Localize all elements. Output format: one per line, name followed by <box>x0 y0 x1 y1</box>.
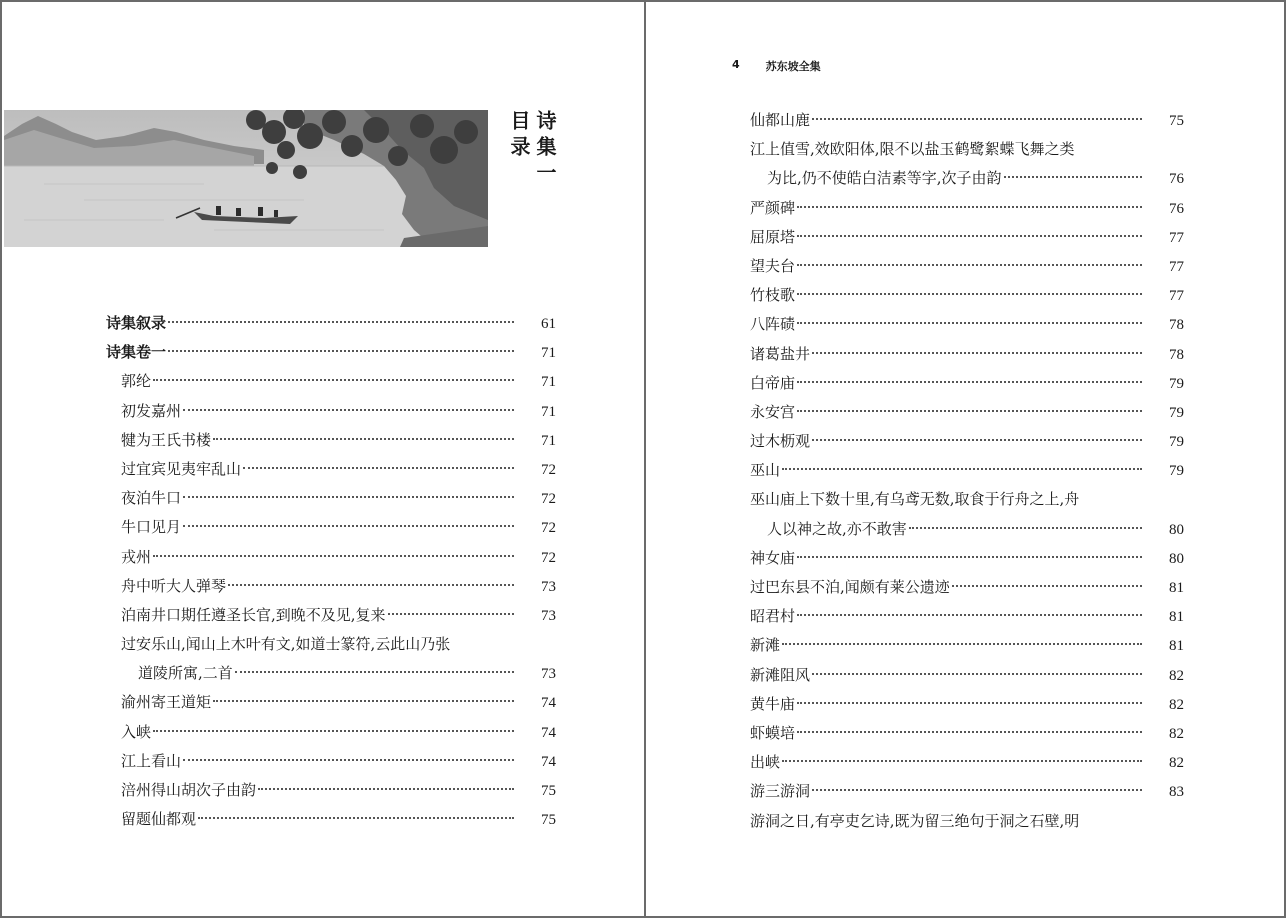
toc-entry-title: 诗集卷一 <box>106 343 167 362</box>
toc-entry-title: 黄牛庙 <box>750 694 796 713</box>
toc-dot-leader <box>198 817 514 819</box>
toc-dot-leader <box>388 613 514 615</box>
toc-entry[interactable] <box>750 573 1184 602</box>
toc-dot-leader <box>797 614 1142 616</box>
toc-entry-page: 73 <box>541 666 556 683</box>
toc-entry[interactable] <box>750 719 1184 748</box>
toc-dot-leader <box>812 439 1142 441</box>
toc-dot-leader <box>797 556 1142 558</box>
toc-entry-page: 82 <box>1169 755 1184 772</box>
toc-dot-leader <box>782 468 1142 470</box>
toc-entry-page: 74 <box>541 695 556 712</box>
toc-entry-page: 77 <box>1169 258 1184 275</box>
toc-entry-title: 江上值雪,效欧阳体,限不以盐玉鹤鹭絮蝶飞舞之类 <box>750 140 1075 159</box>
toc-dot-leader <box>797 731 1142 733</box>
toc-entry-title: 诗集叙录 <box>106 314 167 332</box>
toc-entry-page: 79 <box>1169 463 1184 480</box>
toc-entry-title: 竹枝歌 <box>750 286 796 305</box>
toc-entry-page: 81 <box>1169 580 1184 596</box>
toc-entry[interactable] <box>750 777 1184 806</box>
toc-dot-leader <box>797 702 1142 704</box>
toc-entry[interactable] <box>106 455 556 484</box>
page-number: 4 <box>732 58 740 71</box>
toc-entry-title: 巫山 <box>750 461 781 480</box>
toc-entry-title: 涪州得山胡次子由韵 <box>121 781 257 799</box>
landscape-painting-illustration <box>4 110 488 247</box>
toc-entry-page: 79 <box>1169 404 1184 421</box>
toc-entry[interactable] <box>750 661 1184 690</box>
toc-dot-leader <box>168 350 514 352</box>
toc-entry-page: 73 <box>541 578 556 595</box>
toc-entry[interactable] <box>750 281 1184 310</box>
toc-entry[interactable] <box>106 309 556 338</box>
toc-entry-title: 出峡 <box>750 753 781 772</box>
toc-entry-title: 白帝庙 <box>750 373 796 392</box>
toc-entry[interactable] <box>106 397 556 426</box>
toc-entry-page: 61 <box>541 316 556 332</box>
toc-dot-leader <box>812 118 1142 120</box>
toc-dot-leader <box>797 206 1142 208</box>
toc-dot-leader <box>183 409 514 411</box>
toc-entry-title: 严颜碑 <box>750 198 796 217</box>
toc-dot-leader <box>952 585 1142 587</box>
toc-entry-page: 71 <box>541 432 556 449</box>
toc-entry-title: 虾蟆培 <box>750 723 796 742</box>
toc-dot-leader <box>183 759 514 761</box>
running-head <box>732 58 821 74</box>
toc-entry-title: 昭君村 <box>750 607 796 626</box>
toc-entry-title: 新滩阻风 <box>750 665 811 684</box>
toc-list-left <box>106 309 556 834</box>
toc-entry[interactable] <box>106 338 556 367</box>
toc-entry-title: 留题仙都观 <box>121 810 197 829</box>
toc-entry-title: 巫山庙上下数十里,有乌鸢无数,取食于行舟之上,舟 <box>750 490 1080 509</box>
toc-entry[interactable] <box>106 367 556 396</box>
right-page <box>646 2 1286 916</box>
toc-entry[interactable] <box>106 805 556 834</box>
toc-dot-leader <box>909 527 1142 529</box>
toc-entry-page: 82 <box>1169 667 1184 684</box>
left-page <box>2 2 644 916</box>
toc-dot-leader <box>235 671 514 673</box>
toc-dot-leader <box>797 235 1142 237</box>
toc-entry-title: 游洞之日,有亭吏乞诗,既为留三绝句于洞之石壁,明 <box>750 811 1080 830</box>
toc-entry[interactable] <box>750 515 1184 544</box>
toc-entry-page: 73 <box>541 607 556 624</box>
toc-entry-title: 八阵碛 <box>750 315 796 334</box>
toc-entry[interactable] <box>750 427 1184 456</box>
toc-entry-title: 游三游洞 <box>750 782 811 801</box>
toc-entry-title: 江上看山 <box>121 751 182 770</box>
toc-entry-title: 郭纶 <box>121 372 152 391</box>
toc-entry-title: 渝州寄王道矩 <box>121 693 212 712</box>
toc-entry[interactable] <box>106 718 556 747</box>
toc-entry-title: 牛口见月 <box>121 518 182 537</box>
toc-entry-title: 过安乐山,闻山上木叶有文,如道士篆符,云此山乃张 <box>121 635 451 654</box>
toc-dot-leader <box>812 352 1142 354</box>
toc-dot-leader <box>782 760 1142 762</box>
toc-entry[interactable] <box>750 456 1184 485</box>
toc-entry-page: 71 <box>541 345 556 362</box>
toc-entry[interactable] <box>106 688 556 717</box>
toc-entry-title: 戎州 <box>121 547 152 566</box>
toc-dot-leader <box>213 700 514 702</box>
toc-dot-leader <box>243 467 514 469</box>
toc-entry-page: 72 <box>541 461 556 478</box>
toc-entry-title: 舟中听大人弹琴 <box>121 576 227 595</box>
toc-entry[interactable] <box>106 426 556 455</box>
toc-dot-leader <box>168 321 514 323</box>
toc-entry[interactable] <box>750 690 1184 719</box>
toc-entry-page: 72 <box>541 491 556 508</box>
toc-entry-title: 夜泊牛口 <box>121 489 182 508</box>
toc-entry-page: 72 <box>541 549 556 566</box>
toc-entry-title: 神女庙 <box>750 548 796 567</box>
toc-entry[interactable] <box>750 369 1184 398</box>
toc-entry-page: 82 <box>1169 696 1184 713</box>
toc-entry-page: 78 <box>1169 317 1184 334</box>
toc-dot-leader <box>153 379 514 381</box>
toc-entry-page: 71 <box>541 374 556 391</box>
toc-entry-page: 83 <box>1169 784 1184 801</box>
toc-entry-page: 79 <box>1169 375 1184 392</box>
toc-entry[interactable] <box>750 164 1184 193</box>
toc-entry-page: 82 <box>1169 725 1184 742</box>
toc-entry[interactable] <box>106 747 556 776</box>
section-title-main: 诗集一 <box>533 110 557 188</box>
toc-entry[interactable] <box>750 485 1184 514</box>
toc-entry[interactable] <box>106 776 556 805</box>
toc-entry[interactable] <box>750 602 1184 631</box>
toc-dot-leader <box>812 789 1142 791</box>
toc-dot-leader <box>258 788 514 790</box>
toc-entry-page: 71 <box>541 403 556 420</box>
toc-entry-page: 80 <box>1169 550 1184 567</box>
toc-dot-leader <box>183 496 514 498</box>
toc-entry[interactable] <box>750 398 1184 427</box>
toc-entry[interactable] <box>750 106 1184 135</box>
toc-entry-page: 75 <box>1169 113 1184 129</box>
toc-entry-title: 望夫台 <box>750 256 796 275</box>
toc-entry-title: 泊南井口期任遵圣长官,到晚不及见,复来 <box>121 605 386 624</box>
toc-entry[interactable] <box>750 631 1184 660</box>
toc-dot-leader <box>213 438 514 440</box>
toc-entry-title: 过木枥观 <box>750 432 811 451</box>
section-title-sub: 目录 <box>507 110 531 162</box>
toc-entry-page: 80 <box>1169 521 1184 538</box>
toc-entry-title: 永安宫 <box>750 402 796 421</box>
book-title: 苏东坡全集 <box>765 60 821 73</box>
toc-dot-leader <box>797 264 1142 266</box>
boat-landscape-image <box>4 110 488 247</box>
toc-entry[interactable] <box>106 513 556 542</box>
toc-entry[interactable] <box>106 659 556 688</box>
toc-entry-title: 犍为王氏书楼 <box>121 430 212 449</box>
toc-entry-page: 81 <box>1169 638 1184 655</box>
toc-entry-page: 74 <box>541 753 556 770</box>
toc-dot-leader <box>782 643 1142 645</box>
toc-dot-leader <box>797 381 1142 383</box>
toc-entry-title: 初发嘉州 <box>121 401 182 420</box>
toc-entry-title: 过巴东县不泊,闻颇有莱公遗迹 <box>750 578 950 596</box>
toc-entry[interactable] <box>750 748 1184 777</box>
toc-entry-title: 过宜宾见夷牢乱山 <box>121 459 242 478</box>
toc-entry[interactable] <box>750 252 1184 281</box>
toc-entry-page: 79 <box>1169 434 1184 451</box>
toc-dot-leader <box>812 673 1142 675</box>
toc-dot-leader <box>1004 176 1142 178</box>
toc-entry[interactable] <box>750 310 1184 339</box>
toc-entry-title: 屈原塔 <box>750 227 796 246</box>
toc-entry-page: 77 <box>1169 288 1184 305</box>
toc-entry-title: 新滩 <box>750 636 781 655</box>
toc-entry-page: 81 <box>1169 609 1184 626</box>
toc-entry-page: 75 <box>541 783 556 799</box>
toc-entry[interactable] <box>750 223 1184 252</box>
toc-dot-leader <box>153 555 514 557</box>
toc-entry[interactable] <box>106 601 556 630</box>
toc-entry-page: 74 <box>541 724 556 741</box>
toc-entry-page: 75 <box>541 812 556 829</box>
toc-entry-page: 76 <box>1169 171 1184 188</box>
toc-entry[interactable] <box>750 807 1184 836</box>
toc-dot-leader <box>797 410 1142 412</box>
toc-entry[interactable] <box>750 340 1184 369</box>
toc-entry-page: 72 <box>541 520 556 537</box>
toc-entry[interactable] <box>106 484 556 513</box>
toc-entry-title: 入峡 <box>121 722 152 741</box>
toc-entry-page: 77 <box>1169 229 1184 246</box>
toc-entry-page: 78 <box>1169 346 1184 363</box>
toc-entry-title: 人以神之故,亦不敢害 <box>767 519 907 538</box>
toc-entry[interactable] <box>106 630 556 659</box>
toc-dot-leader <box>797 322 1142 324</box>
toc-dot-leader <box>228 584 514 586</box>
toc-entry-title: 诸葛盐井 <box>750 344 811 363</box>
toc-entry[interactable] <box>750 194 1184 223</box>
toc-dot-leader <box>183 525 514 527</box>
toc-entry-title: 仙都山鹿 <box>750 111 811 129</box>
toc-entry-page: 76 <box>1169 200 1184 217</box>
toc-entry[interactable] <box>750 135 1184 164</box>
toc-dot-leader <box>153 730 514 732</box>
toc-entry-title: 为比,仍不使皓白洁素等字,次子由韵 <box>767 169 1002 188</box>
toc-dot-leader <box>797 293 1142 295</box>
toc-entry[interactable] <box>750 544 1184 573</box>
toc-list-right <box>750 106 1184 836</box>
toc-entry[interactable] <box>106 543 556 572</box>
toc-entry[interactable] <box>106 572 556 601</box>
toc-entry-title: 道陵所寓,二首 <box>138 664 233 683</box>
